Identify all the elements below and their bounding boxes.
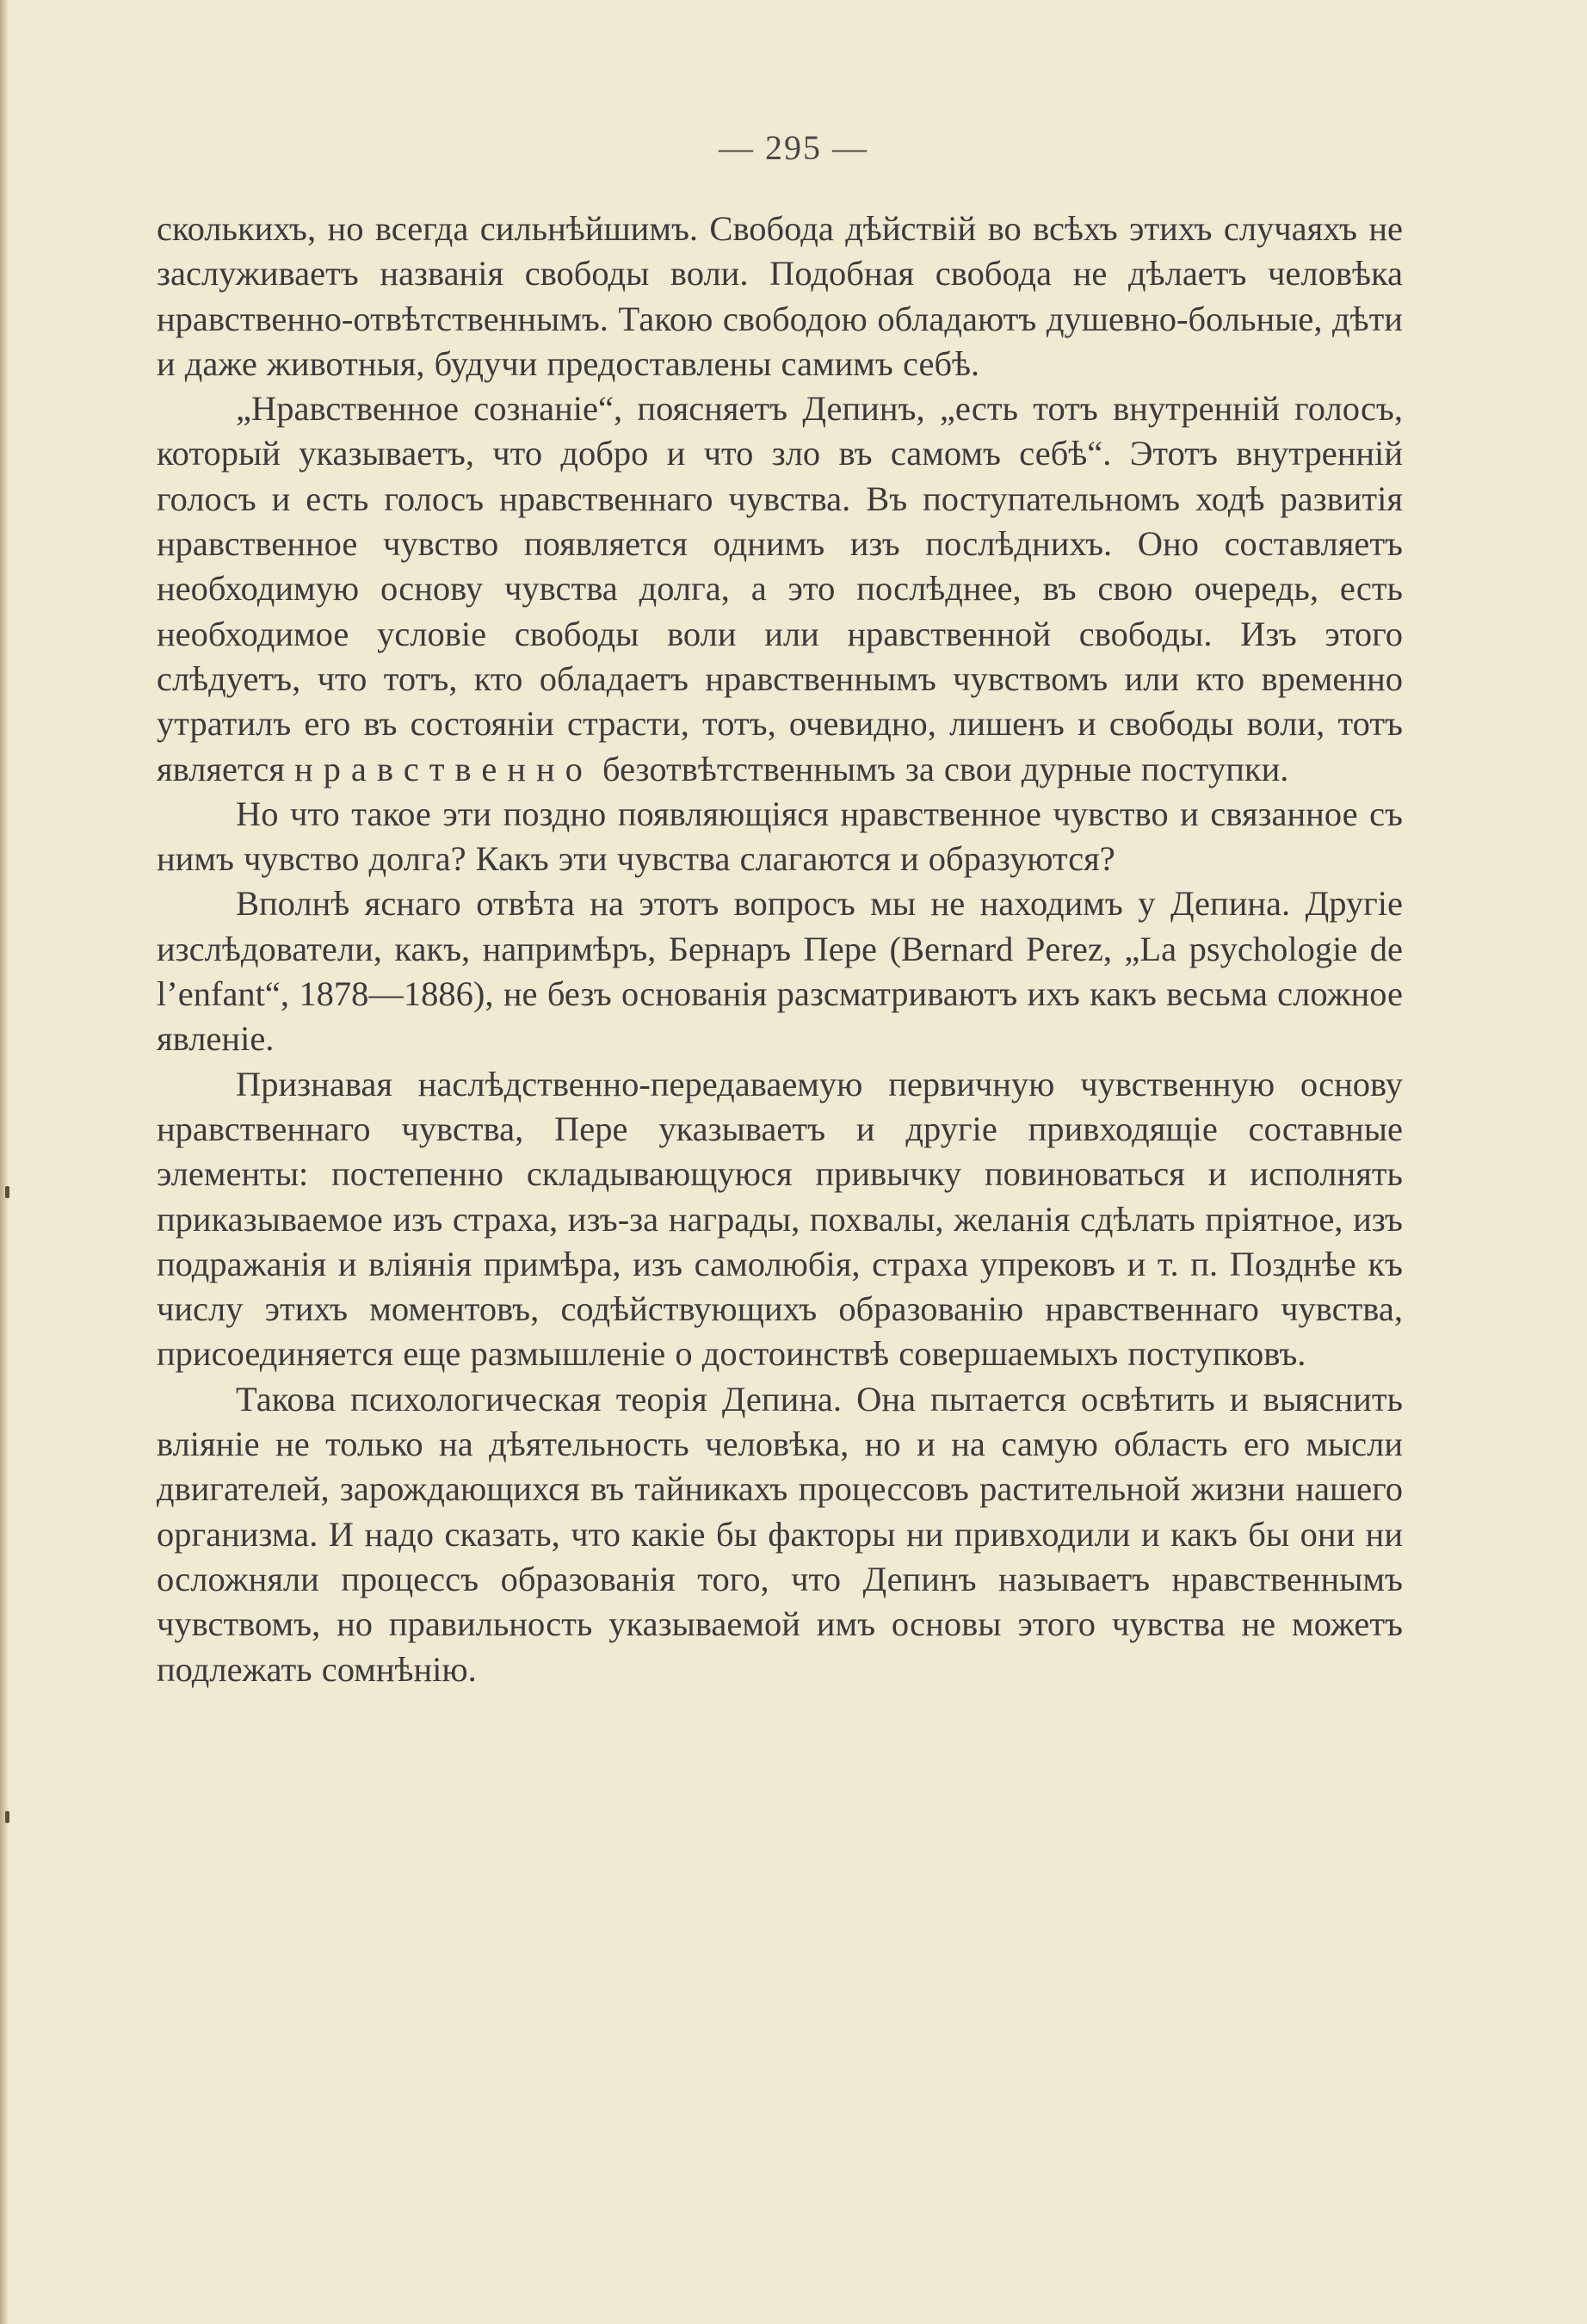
spaced-word: нравственно — [293, 749, 593, 788]
paragraph: Вполнѣ яснаго отвѣта на этотъ вопросъ мы не находимъ у Депина. Другіе изслѣдователи, какъ, напримѣръ, Бернаръ Пере (Bernard Perez, „La psychologie de l’enfant“, 1878—1886), не безъ основанія разсматриваютъ ихъ какъ весьма сложное явленіе. — [157, 884, 1403, 1059]
paragraph-text: безотвѣтственнымъ за свои дурные поступки. — [592, 749, 1289, 788]
paragraph: Но что такое эти поздно появляющіяся нравственное чувство и связанное съ нимъ чувство долга? Какъ эти чувства слагаются и образуются? — [157, 794, 1403, 879]
margin-mark — [5, 1186, 9, 1198]
page-number: — 295 — — [719, 128, 868, 167]
paragraph — [157, 386, 1403, 792]
page-text — [157, 207, 1403, 1692]
paragraph: Признавая наслѣдственно-передаваемую первичную чувственную основу нравственнаго чувства, Пере указываетъ и другіе привходящіе составные элементы: постепенно складывающуюся привычку повиноваться и исполнять приказываемое изъ страха, изъ-за награды, похвалы, желанія сдѣлать пріятное, изъ подражанія и вліянія примѣра, изъ самолюбія, страха упрековъ и т. п. Позднѣе къ числу этихъ моментовъ, содѣйствующихъ образованію нравственнаго чувства, присоединяется еще размышленіе о достоинствѣ совершаемыхъ поступковъ. — [157, 1064, 1403, 1374]
scan-edge — [0, 0, 9, 2324]
margin-mark — [5, 1811, 9, 1823]
paragraph: сколькихъ, но всегда сильнѣйшимъ. Свобода дѣйствій во всѣхъ этихъ случаяхъ не заслуживаетъ названія свободы воли. Подобная свобода не дѣлаетъ человѣка нравственно-отвѣтственнымъ. Такою свободою обладаютъ душевно-больные, дѣти и даже животныя, будучи предоставлены самимъ себѣ. — [157, 209, 1403, 383]
paragraph: Такова психологическая теорія Депина. Она пытается освѣтить и выяснить вліяніе не только на дѣятельность человѣка, но и на самую область его мысли двигателей, зарождающихся въ тайникахъ процессовъ растительной жизни нашего организма. И надо сказать, что какіе бы факторы ни привходили и какъ бы они ни осложняли процессъ образованія того, что Депинъ называетъ нравственнымъ чувствомъ, но правильность указываемой имъ основы этого чувства не можетъ подлежать сомнѣнію. — [157, 1379, 1403, 1689]
paragraph-text: „Нравственное сознаніе“, поясняетъ Депинъ, „есть тотъ внутренній голосъ, который указываетъ, что добро и что зло въ самомъ себѣ“. Этотъ внутренній голосъ и есть голосъ нравственнаго чувства. Въ поступательномъ ходѣ развитія нравственное чувство появляется однимъ изъ послѣднихъ. Оно составляетъ необходимую основу чувства долга, а это послѣднее, въ свою очередь, есть необходимое условіе свободы воли или нравственной свободы. Изъ этого слѣдуетъ, что тотъ, кто обладаетъ нравственнымъ чувствомъ или кто временно утратилъ его въ состояніи страсти, тотъ, очевидно, лишенъ и свободы воли, тотъ является — [157, 389, 1403, 788]
